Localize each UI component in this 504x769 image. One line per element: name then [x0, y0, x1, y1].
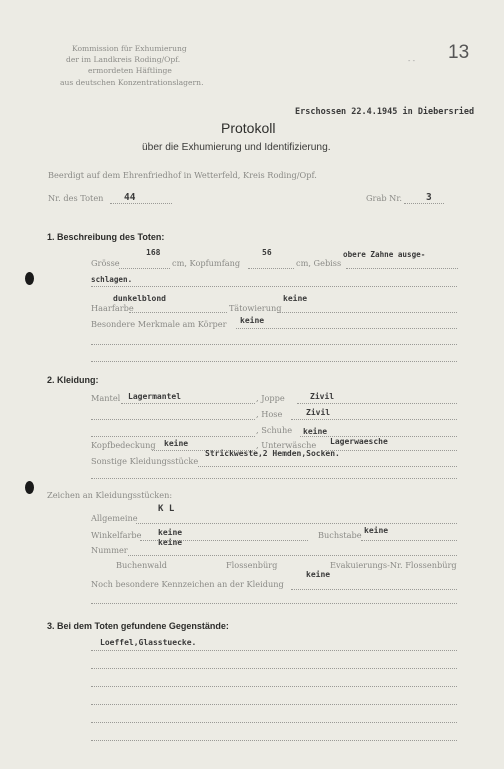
kopfbedeckung-value: keine [164, 439, 189, 448]
gebiss-value: obere Zahne ausge- [343, 250, 426, 259]
grab-value: 3 [426, 192, 432, 203]
section3-line-3 [91, 686, 457, 687]
buchstabe-value: keine [364, 526, 389, 535]
section3-line-5 [91, 722, 457, 723]
page-title: Protokoll [221, 120, 276, 136]
noch-line [291, 589, 457, 590]
punch-hole-top [25, 272, 34, 285]
buchstabe-label: Buchstabe [318, 530, 362, 540]
cm1-label: cm, Kopfumfang [172, 258, 241, 268]
merkmale-line-3 [91, 361, 457, 362]
schuhe-pre-line [91, 436, 255, 437]
section3-line-2 [91, 668, 457, 669]
kopfumfang-value: 56 [262, 248, 272, 257]
unterwaesche-label: , Unterwäsche [256, 440, 317, 450]
buchstabe-line [361, 540, 457, 541]
org-line-2: der im Landkreis Roding/Opf. [66, 55, 181, 64]
hose-line [291, 419, 457, 420]
unterwaesche-line [325, 450, 457, 451]
col-buchenwald: Buchenwald [116, 560, 168, 570]
section3-line-4 [91, 704, 457, 705]
mantel-value: Lagermantel [128, 392, 181, 401]
org-line-1: Kommission für Exhumierung [72, 44, 187, 53]
merkmale-value: keine [240, 316, 265, 325]
org-line-4: aus deutschen Konzentrationslagern. [60, 78, 204, 87]
merkmale-line-2 [91, 344, 457, 345]
hose-value: Zivil [306, 408, 331, 417]
section3-heading: 3. Bei dem Toten gefundene Gegenstände: [47, 621, 229, 631]
nummer-value: keine [158, 538, 183, 547]
section3-line-6 [91, 740, 457, 741]
nr-label: Nr. des Toten [48, 193, 104, 203]
hose-label: , Hose [256, 409, 283, 419]
hose-pre-line [91, 419, 255, 420]
noch-value: keine [306, 570, 331, 579]
nummer-line [128, 555, 457, 556]
mantel-line [121, 403, 255, 404]
sonstige-value: Strickweste,2 Hemden,Socken. [205, 449, 340, 458]
haarfarbe-value: dunkelblond [113, 294, 166, 303]
merkmale-label: Besondere Merkmale am Körper [91, 319, 227, 329]
page-subtitle: über die Exhumierung und Identifizierung. [142, 142, 331, 153]
winkelfarbe-value: keine [158, 528, 183, 537]
page-number: 13 [448, 42, 470, 63]
section2-heading: 2. Kleidung: [47, 375, 99, 385]
sonstige-line-2 [91, 478, 457, 479]
haarfarbe-label: Haarfarbe [91, 303, 134, 313]
shot-line: Erschossen 22.4.1945 in Diebersried [295, 107, 475, 117]
groesse-value: 168 [146, 248, 161, 257]
grab-label: Grab Nr. [366, 193, 402, 203]
allgemeine-value: K L [158, 504, 175, 514]
schuhe-value: keine [303, 427, 328, 436]
col-evakuierung: Evakuierungs-Nr. Flossenbürg [330, 560, 457, 570]
grab-field-line [404, 203, 444, 204]
allgemeine-label: Allgemeine [91, 513, 138, 523]
nummer-label: Nummer [91, 545, 128, 555]
zeichen-heading: Zeichen an Kleidungsstücken: [47, 490, 173, 500]
nr-value: 44 [124, 192, 136, 203]
kopfumfang-line [248, 268, 294, 269]
col-flossenbuerg: Flossenbürg [226, 560, 278, 570]
groesse-line [119, 268, 170, 269]
burial-line: Beerdigt auf dem Ehrenfriedhof in Wetterfeld, Kreis Roding/Opf. [48, 170, 317, 180]
nr-field-line [110, 203, 172, 204]
allgemeine-line [136, 523, 457, 524]
dash-marks: - - [408, 57, 415, 65]
groesse-label: Grösse [91, 258, 120, 268]
haarfarbe-line [129, 312, 227, 313]
unterwaesche-value: Lagerwaesche [330, 437, 388, 446]
kopfbedeckung-label: Kopfbedeckung [91, 440, 156, 450]
merkmale-line [236, 328, 457, 329]
section1-heading: 1. Beschreibung des Toten: [47, 232, 165, 242]
section3-line-1 [91, 650, 457, 651]
gebiss-line [346, 268, 458, 269]
sonstige-label: Sonstige Kleidungsstücke [91, 456, 199, 466]
gebiss-value-cont: schlagen. [91, 275, 133, 284]
gebiss-cont-line [91, 286, 457, 287]
schuhe-label: , Schuhe [256, 425, 293, 435]
cm2-label: cm, Gebiss [296, 258, 342, 268]
noch-line-2 [91, 603, 457, 604]
noch-label: Noch besondere Kennzeichen an der Kleidung [91, 579, 284, 589]
mantel-label: Mantel [91, 393, 121, 403]
joppe-value: Zivil [310, 392, 335, 401]
taetowierung-label: Tätowierung [229, 303, 282, 313]
winkelfarbe-label: Winkelfarbe [91, 530, 142, 540]
joppe-line [297, 403, 457, 404]
section3-value: Loeffel,Glasstuecke. [100, 638, 197, 647]
taetowierung-value: keine [283, 294, 308, 303]
taetowierung-line [277, 312, 457, 313]
sonstige-line [198, 466, 457, 467]
joppe-label: , Joppe [256, 393, 285, 403]
org-line-3: ermordeten Häftlinge [88, 66, 172, 75]
punch-hole-bottom [25, 481, 34, 494]
